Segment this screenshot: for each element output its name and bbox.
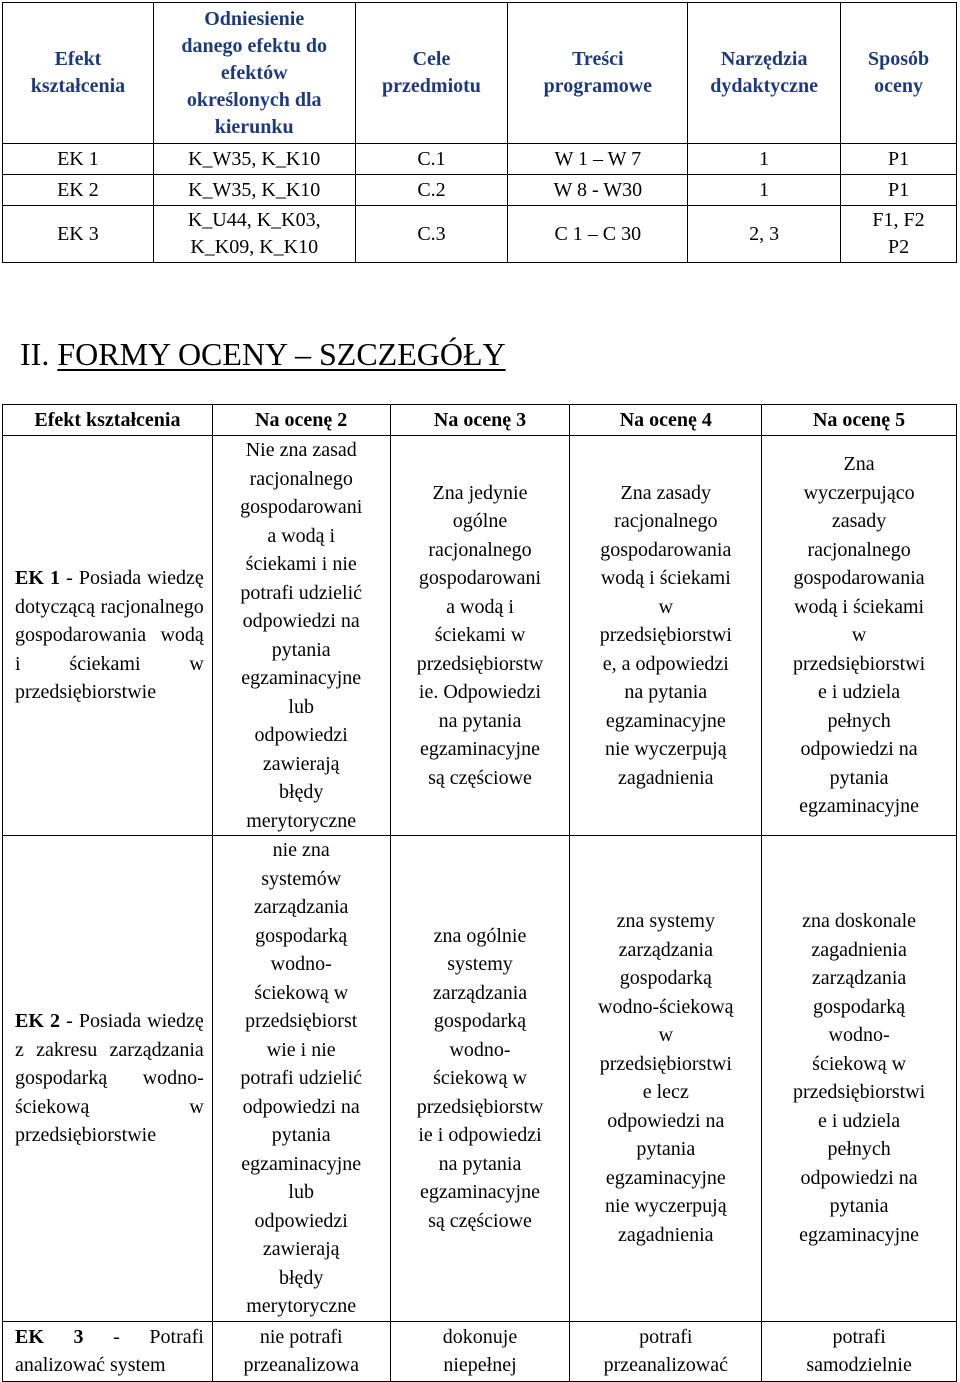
- cell-odniesienie: K_W35, K_K10: [153, 175, 355, 206]
- cell-ocena-2: [212, 436, 390, 836]
- table-row: [3, 144, 957, 175]
- cell-narzedzia: 2, 3: [688, 206, 841, 263]
- cell-line: merytoryczne: [246, 809, 357, 832]
- cell-line: niepełnej: [443, 1354, 517, 1376]
- cell-line: racjonalnego: [807, 538, 911, 561]
- cell-line: są częściowe: [428, 1209, 532, 1232]
- cell-line: zarządzania: [432, 981, 528, 1004]
- cell-line: gospodarowania: [793, 567, 925, 590]
- ek-description: [3, 436, 213, 836]
- ek-code: EK 2: [15, 1010, 60, 1032]
- cell-ek: EK 3: [3, 206, 154, 263]
- cell-tresci: W 1 – W 7: [508, 144, 688, 175]
- cell-line: e i udziela: [818, 1109, 901, 1132]
- cell-line: Nie zna zasad: [245, 439, 357, 461]
- cell-line: nie potrafi: [259, 1325, 343, 1348]
- cell-ocena-5: [762, 836, 957, 1322]
- ek-code: EK 3: [15, 1325, 84, 1348]
- cell-sposob: F1, F2 P2: [841, 206, 957, 263]
- cell-line: wodą i ściekami: [600, 567, 731, 590]
- cell-line: ściekową w: [254, 981, 349, 1004]
- cell-cele: C.3: [355, 206, 508, 263]
- cell-line: systemów: [261, 867, 342, 890]
- cell-line: są częściowe: [428, 766, 532, 789]
- cell-line: zarządzania: [618, 938, 713, 961]
- cell-line: przedsiębiorstwi: [599, 624, 732, 647]
- section-heading: [20, 336, 506, 373]
- cell-line: zawierają: [262, 752, 340, 775]
- cell-ocena-5: [762, 1321, 957, 1381]
- cell-line: gospodarowania: [600, 538, 732, 561]
- header-ocena-4: Na ocenę 4: [570, 405, 762, 436]
- cell-line: potrafi udzielić: [240, 1067, 363, 1089]
- cell-odniesienie: K_W35, K_K10: [153, 144, 355, 175]
- cell-line: gospodarką: [812, 995, 906, 1018]
- cell-line: wie i nie: [266, 1038, 336, 1061]
- header-ocena-5: Na ocenę 5: [762, 405, 957, 436]
- cell-line: gospodarowani: [240, 496, 363, 518]
- effects-mapping-table: [2, 2, 957, 263]
- cell-line: samodzielnie: [806, 1354, 912, 1376]
- cell-line: lub: [288, 695, 314, 718]
- header-ocena-3: Na ocenę 3: [390, 405, 570, 436]
- cell-line: egzaminacyjne: [605, 1166, 726, 1189]
- cell-ocena-4: [570, 1321, 762, 1381]
- header-narzedzia: Narzędzia dydaktyczne: [688, 3, 841, 144]
- cell-narzedzia: 1: [688, 175, 841, 206]
- grading-details-table: [2, 404, 957, 1382]
- cell-line: ogólne: [452, 510, 508, 533]
- cell-line: zawierają: [262, 1238, 340, 1260]
- cell-line: w: [658, 595, 674, 618]
- cell-ocena-2: [212, 836, 390, 1322]
- cell-ocena-4: [570, 436, 762, 836]
- cell-sposob: P1: [841, 175, 957, 206]
- cell-line: gospodarką: [619, 967, 712, 990]
- cell-line: odpowiedzi na: [242, 1095, 360, 1118]
- table-row: [3, 836, 957, 1322]
- table-row: [3, 1321, 957, 1381]
- cell-line: pytania: [271, 638, 331, 661]
- cell-line: Zna jedynie: [432, 481, 528, 504]
- cell-line: wodno-: [449, 1038, 511, 1061]
- cell-line: potrafi: [832, 1325, 886, 1348]
- cell-line: wodno-: [270, 953, 332, 975]
- heading-title: FORMY OCENY – SZCZEGÓŁY: [57, 336, 506, 372]
- cell-line: przeanalizować: [603, 1354, 728, 1376]
- header-efekt-ksztalcenia: Efekt kształcenia: [3, 405, 213, 436]
- cell-sposob: P1: [841, 144, 957, 175]
- cell-line: gospodarką: [255, 924, 348, 947]
- cell-tresci: C 1 – C 30: [508, 206, 688, 263]
- cell-tresci: W 8 - W30: [508, 175, 688, 206]
- cell-line: zagadnienia: [618, 1223, 714, 1246]
- cell-line: gospodarką: [433, 1010, 527, 1032]
- cell-line: Zna zasady: [620, 481, 712, 504]
- cell-line: racjonalnego: [428, 538, 532, 561]
- cell-line: Zna: [843, 453, 875, 476]
- table-row: [3, 206, 957, 263]
- cell-line: egzaminacyjne: [420, 738, 540, 761]
- cell-line: wodno-: [828, 1024, 890, 1047]
- cell-ocena-5: [762, 436, 957, 836]
- cell-line: w: [851, 624, 867, 647]
- cell-line: egzaminacyjne: [420, 1181, 540, 1203]
- cell-line: ie. Odpowiedzi: [418, 681, 542, 704]
- cell-line: zarządzania: [811, 967, 907, 990]
- cell-line: odpowiedzi na: [607, 1109, 725, 1132]
- cell-line: ie i odpowiedzi: [418, 1124, 542, 1146]
- cell-ek: EK 1: [3, 144, 154, 175]
- cell-ocena-2: [212, 1321, 390, 1381]
- cell-line: ściekową w: [812, 1052, 907, 1075]
- cell-line: dokonuje: [442, 1325, 518, 1348]
- cell-line: nie zna: [272, 839, 330, 861]
- cell-line: na pytania: [624, 681, 708, 704]
- header-efekt: Efekt kształcenia: [3, 3, 154, 144]
- cell-line: gospodarowani: [418, 567, 542, 590]
- cell-line: e i udziela: [818, 681, 901, 704]
- cell-line: ściekami w: [434, 624, 526, 647]
- cell-ocena-3: [390, 1321, 570, 1381]
- ek-description: [3, 1321, 213, 1381]
- header-ocena-2: Na ocenę 2: [212, 405, 390, 436]
- cell-line: błędy: [278, 1266, 324, 1289]
- cell-line: odpowiedzi: [254, 1209, 348, 1232]
- cell-line: nie wyczerpują: [604, 738, 727, 761]
- cell-line: przedsiębiorstw: [416, 1095, 544, 1118]
- ek-code: EK 1: [15, 567, 60, 590]
- cell-line: egzaminacyjne: [799, 1223, 920, 1246]
- cell-ocena-3: [390, 436, 570, 836]
- header-cele: Cele przedmiotu: [355, 3, 508, 144]
- cell-line: przedsiębiorstwi: [599, 1052, 732, 1075]
- cell-line: e, a odpowiedzi: [602, 652, 729, 675]
- table-row: [3, 175, 957, 206]
- cell-line: w: [658, 1024, 674, 1047]
- cell-line: odpowiedzi na: [800, 738, 918, 761]
- cell-line: odpowiedzi: [254, 724, 348, 746]
- table2-header-row: [3, 405, 957, 436]
- table-row: [3, 436, 957, 836]
- cell-line: egzaminacyjne: [241, 1152, 362, 1175]
- heading-prefix: II.: [20, 336, 50, 372]
- cell-ek: EK 2: [3, 175, 154, 206]
- ek-description: [3, 836, 213, 1322]
- cell-line: wodno-ściekową: [598, 995, 734, 1018]
- cell-ocena-4: [570, 836, 762, 1322]
- cell-line: przedsiębiorstwi: [793, 652, 926, 675]
- cell-cele: C.1: [355, 144, 508, 175]
- header-tresci: Treści programowe: [508, 3, 688, 144]
- cell-line: zagadnienia: [811, 938, 907, 961]
- cell-line: pytania: [271, 1124, 331, 1146]
- cell-line: pytania: [829, 1195, 889, 1218]
- cell-line: wodą i ściekami: [794, 595, 925, 618]
- cell-line: pytania: [636, 1138, 696, 1161]
- cell-line: zarządzania: [254, 896, 349, 918]
- cell-line: e lecz: [642, 1081, 689, 1104]
- cell-ocena-3: [390, 836, 570, 1322]
- ek-text: - Posiada wiedzę z zakresu zarządzania gospodarką wodno-ściekową w przedsiębiorstwie: [15, 1010, 204, 1146]
- cell-line: egzaminacyjne: [799, 795, 920, 818]
- cell-line: pełnych: [827, 709, 891, 732]
- cell-line: zna doskonale: [802, 910, 917, 933]
- cell-line: egzaminacyjne: [605, 709, 726, 732]
- cell-line: merytoryczne: [246, 1295, 357, 1317]
- cell-line: zna systemy: [616, 910, 715, 933]
- cell-line: przeanalizowa: [243, 1354, 359, 1376]
- cell-line: przedsiębiorstwi: [793, 1081, 926, 1104]
- cell-cele: C.2: [355, 175, 508, 206]
- cell-line: przedsiębiorstw: [416, 652, 544, 675]
- cell-line: wyczerpująco: [803, 481, 915, 504]
- cell-line: pełnych: [827, 1138, 891, 1161]
- cell-odniesienie: K_U44, K_K03, K_K09, K_K10: [153, 206, 355, 263]
- cell-line: na pytania: [438, 1152, 522, 1175]
- cell-line: ściekową w: [433, 1067, 527, 1089]
- cell-line: pytania: [829, 766, 889, 789]
- cell-line: potrafi: [639, 1325, 693, 1348]
- cell-line: odpowiedzi na: [800, 1166, 918, 1189]
- cell-line: ściekami i nie: [245, 553, 357, 575]
- header-odniesienie: Odniesienie danego efektu do efektów określonych dla kierunku: [153, 3, 355, 144]
- cell-line: lub: [288, 1181, 314, 1203]
- cell-line: racjonalnego: [249, 467, 353, 490]
- cell-line: zna ogólnie: [433, 924, 527, 947]
- cell-line: na pytania: [438, 709, 522, 732]
- ek-text: - Potrafi analizować system: [15, 1325, 204, 1376]
- header-sposob: Sposób oceny: [841, 3, 957, 144]
- cell-line: potrafi udzielić: [240, 581, 363, 604]
- cell-line: egzaminacyjne: [241, 667, 362, 689]
- cell-line: zasady: [831, 510, 887, 533]
- cell-line: przedsiębiorst: [245, 1010, 358, 1032]
- cell-line: racjonalnego: [614, 510, 718, 533]
- cell-line: a wodą i: [267, 524, 336, 547]
- table1-header-row: [3, 3, 957, 144]
- cell-line: nie wyczerpują: [604, 1195, 727, 1218]
- cell-line: a wodą i: [446, 595, 514, 618]
- cell-line: zagadnienia: [618, 766, 714, 789]
- cell-line: odpowiedzi na: [242, 610, 360, 632]
- cell-narzedzia: 1: [688, 144, 841, 175]
- cell-line: błędy: [278, 781, 324, 803]
- cell-line: systemy: [447, 953, 513, 975]
- ek-text: - Posiada wiedzę dotyczącą racjonalnego gospodarowania wodą i ściekami w przedsiębiorstwie: [15, 567, 204, 704]
